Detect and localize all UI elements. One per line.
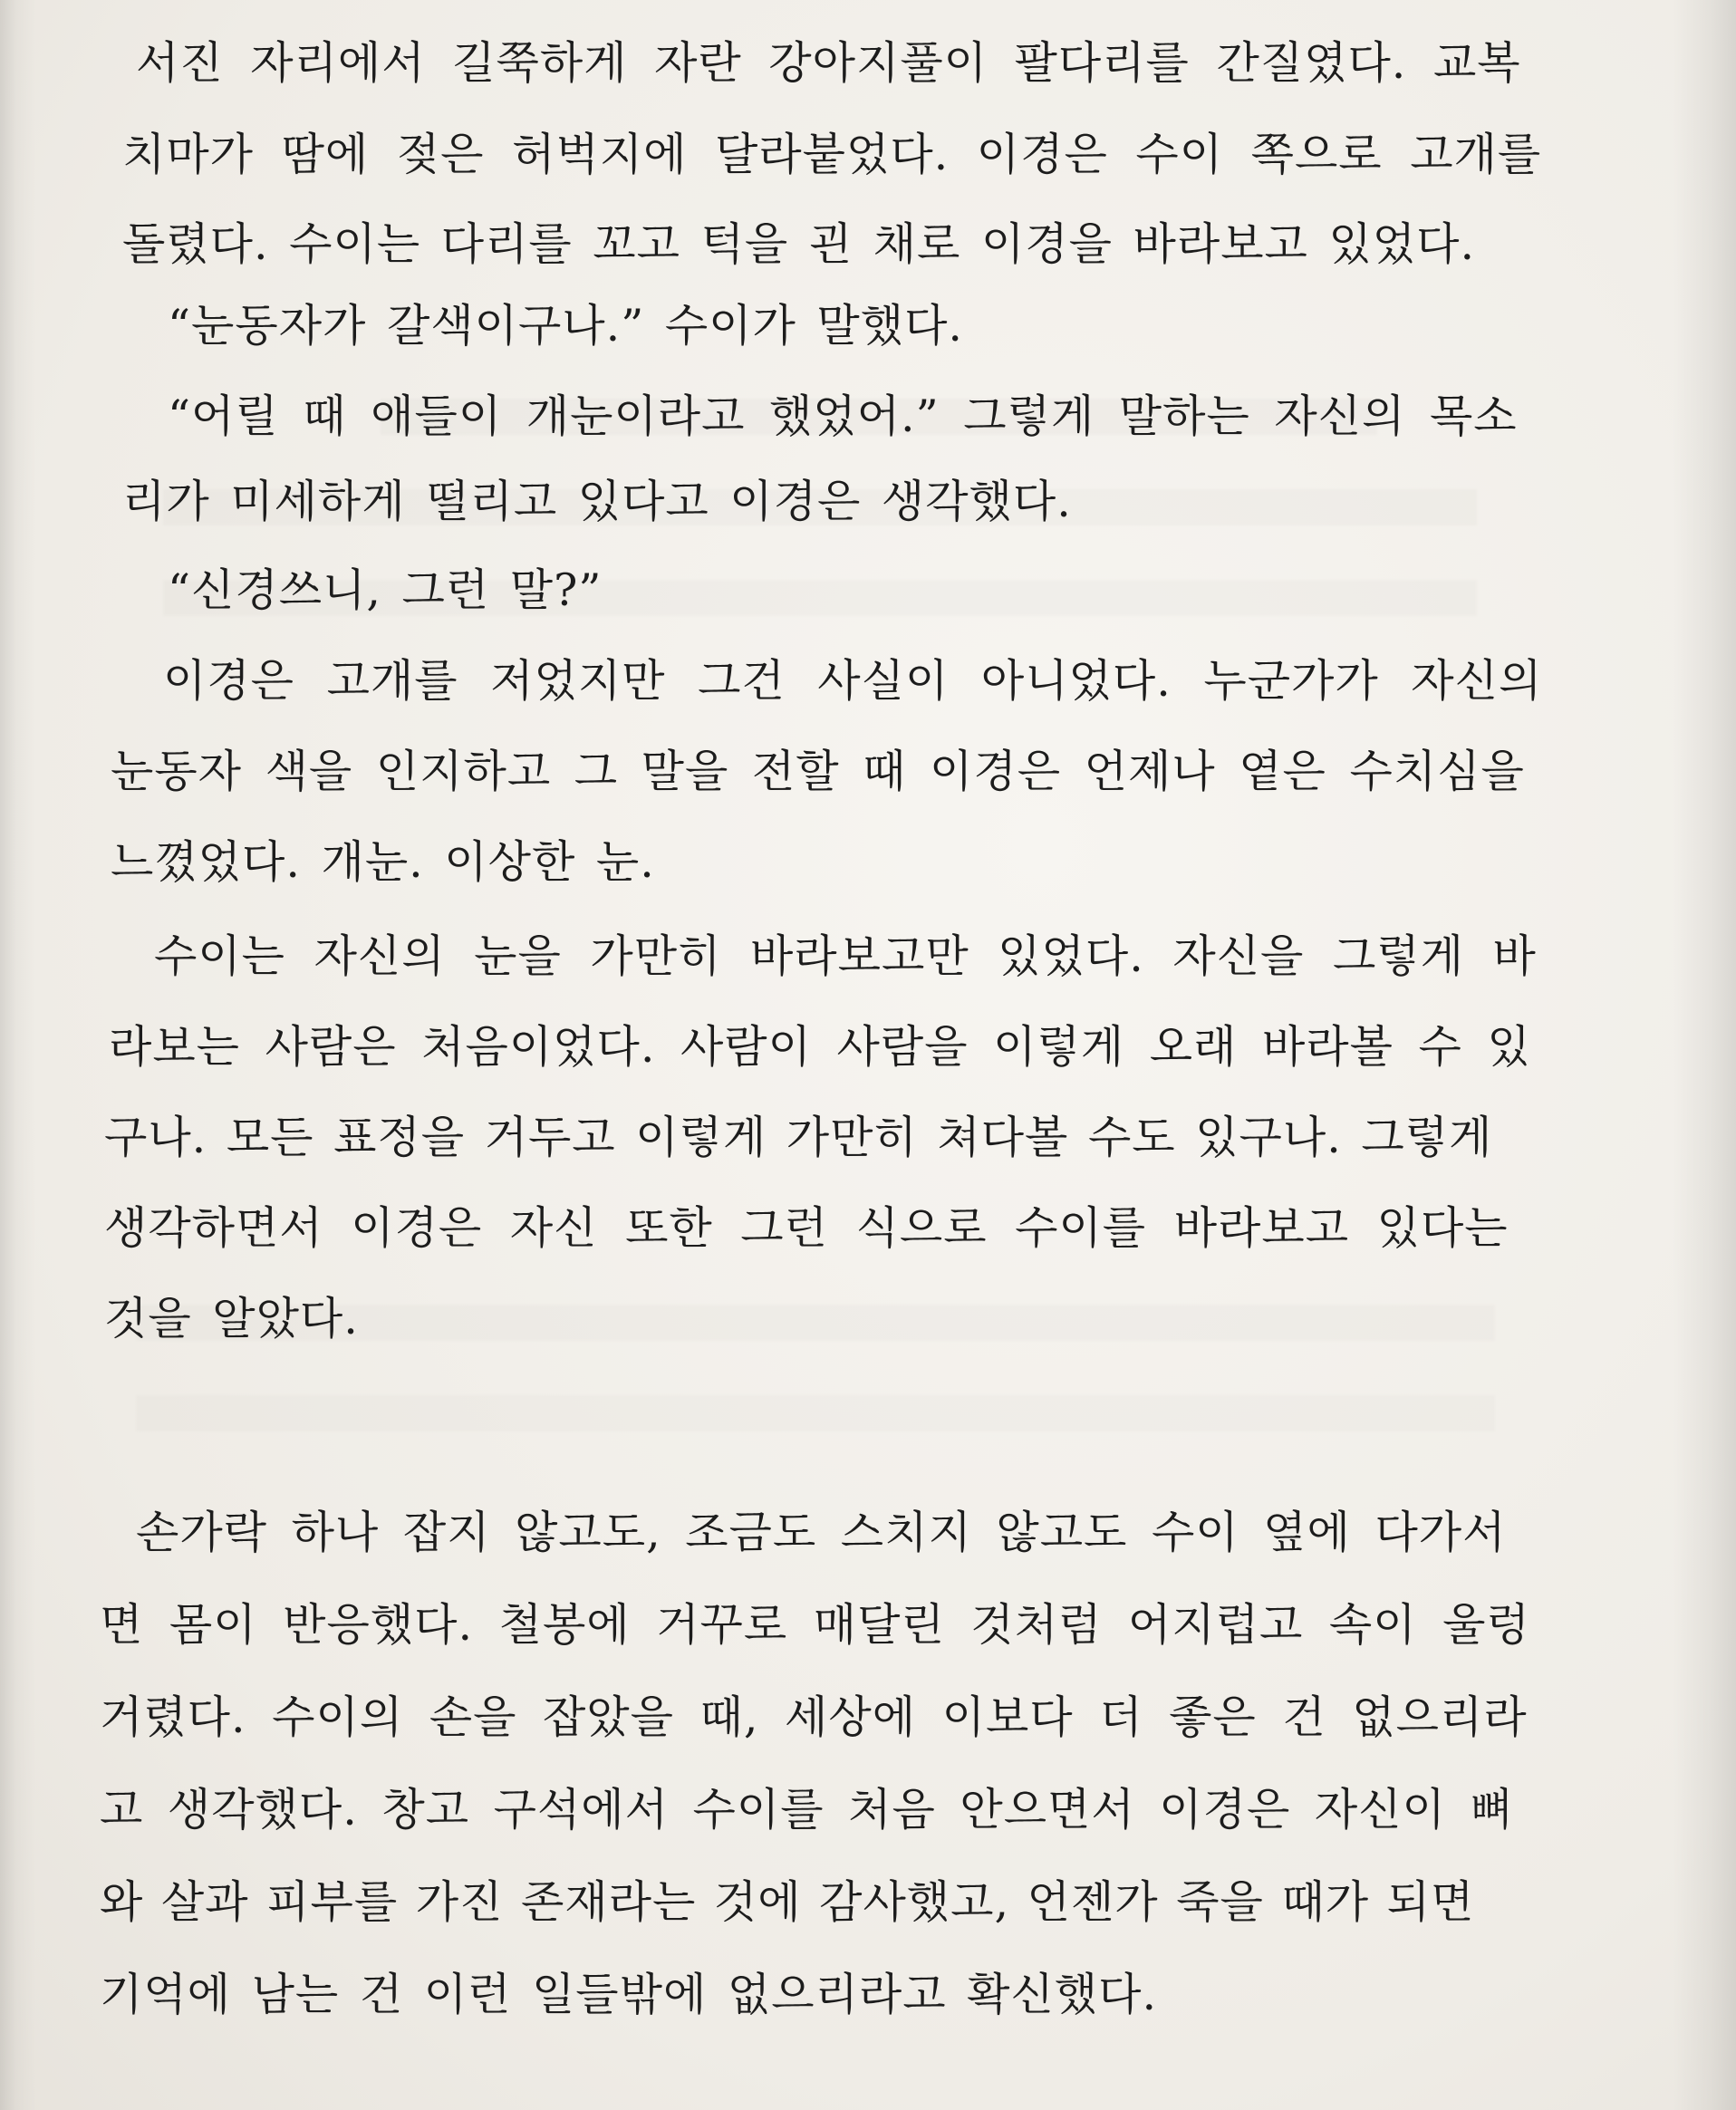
dialogue-line: “어릴 때 애들이 개눈이라고 했었어.” 그렇게 말하는 자신의 목소	[168, 390, 1518, 442]
dialogue-line: “눈동자가 갈색이구나.” 수이가 말했다.	[168, 300, 963, 352]
text-line: 손가락 하나 잡지 않고도, 조금도 스치지 않고도 수이 옆에 다가서	[136, 1507, 1507, 1558]
text-line: 돌렸다. 수이는 다리를 꼬고 턱을 괸 채로 이경을 바라보고 있었다.	[122, 218, 1476, 270]
page-edge-shadow	[1673, 0, 1736, 2110]
text-line: 치마가 땀에 젖은 허벅지에 달라붙었다. 이경은 수이 쪽으로 고개를	[122, 129, 1542, 180]
text-line: 수이는 자신의 눈을 가만히 바라보고만 있었다. 자신을 그렇게 바	[154, 930, 1537, 982]
text-line: 것을 알았다.	[104, 1293, 359, 1344]
text-line: 면 몸이 반응했다. 철봉에 거꾸로 매달린 것처럼 어지럽고 속이 울렁	[100, 1599, 1530, 1651]
text-line: 라보는 사람은 처음이었다. 사람이 사람을 이렇게 오래 바라볼 수 있	[109, 1021, 1531, 1073]
text-line: 기억에 남는 건 이런 일들밖에 없으리라고 확신했다.	[100, 1969, 1158, 2020]
text-line: 와 살과 피부를 가진 존재라는 것에 감사했고, 언젠가 죽을 때가 되면	[100, 1876, 1475, 1928]
text-line: 이경은 고개를 저었지만 그건 사실이 아니었다. 누군가가 자신의	[163, 655, 1543, 707]
bleed-through-shadow	[136, 1395, 1495, 1431]
text-line: 서진 자리에서 길쭉하게 자란 강아지풀이 팔다리를 간질였다. 교복	[136, 37, 1521, 89]
text-line: 눈동자 색을 인지하고 그 말을 전할 때 이경은 언제나 옅은 수치심을	[111, 746, 1525, 797]
text-line: 고 생각했다. 창고 구석에서 수이를 처음 안으면서 이경은 자신이 뼈	[100, 1784, 1514, 1835]
text-line: 거렸다. 수이의 손을 잡았을 때, 세상에 이보다 더 좋은 건 없으리라	[100, 1691, 1528, 1743]
dialogue-line: “신경쓰니, 그런 말?”	[168, 564, 603, 616]
text-line: 생각하면서 이경은 자신 또한 그런 식으로 수이를 바라보고 있다는	[104, 1202, 1509, 1254]
text-line: 구나. 모든 표정을 거두고 이렇게 가만히 쳐다볼 수도 있구나. 그렇게	[104, 1112, 1493, 1163]
text-line: 느꼈었다. 개눈. 이상한 눈.	[111, 836, 655, 888]
text-line: 리가 미세하게 떨리고 있다고 이경은 생각했다.	[122, 476, 1072, 527]
